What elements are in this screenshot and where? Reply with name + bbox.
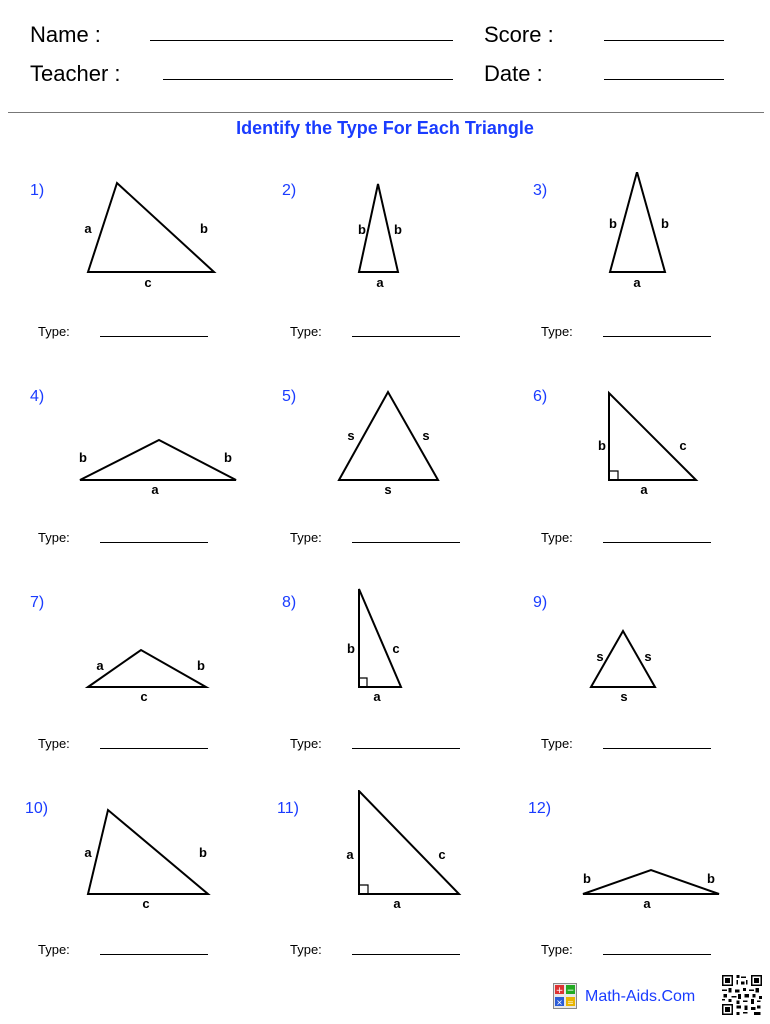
problem-6 <box>503 378 753 584</box>
date-label: Date : <box>484 61 543 86</box>
type-label: Type: <box>38 530 70 545</box>
problem-number: 9) <box>533 594 548 611</box>
side-label: a <box>373 689 381 704</box>
type-label: Type: <box>541 530 573 545</box>
side-label: a <box>96 658 104 673</box>
triangle-figure <box>503 172 753 322</box>
answer-line[interactable] <box>100 954 208 955</box>
side-label: s <box>347 428 355 443</box>
teacher-label: Teacher : <box>30 61 121 86</box>
type-label: Type: <box>541 942 573 957</box>
type-label: Type: <box>541 736 573 751</box>
problem-number: 10) <box>25 800 49 817</box>
answer-line[interactable] <box>100 748 208 749</box>
problem-number: 8) <box>282 594 297 611</box>
side-label: b <box>598 438 606 453</box>
triangle <box>88 650 206 687</box>
side-label: a <box>84 845 92 860</box>
problem-number: 3) <box>533 182 548 199</box>
side-label: a <box>376 275 384 290</box>
site-link[interactable]: Math-Aids.Com <box>585 988 696 1005</box>
problem-number: 12) <box>528 800 552 817</box>
side-label: b <box>707 871 715 886</box>
teacher-line[interactable] <box>163 79 453 80</box>
side-label: c <box>438 847 446 862</box>
problem-11 <box>252 790 502 996</box>
problem-number: 5) <box>282 388 297 405</box>
triangle-figure <box>252 584 502 734</box>
right-angle-marker <box>359 678 367 687</box>
side-label: b <box>224 450 232 465</box>
side-label: b <box>79 450 87 465</box>
right-angle-marker <box>609 471 618 480</box>
triangle-figure <box>503 790 753 940</box>
side-label: c <box>144 275 152 290</box>
side-label: a <box>633 275 641 290</box>
answer-line[interactable] <box>603 336 711 337</box>
svg-text:−: − <box>566 986 575 996</box>
problem-10 <box>0 790 250 996</box>
problem-3 <box>503 172 753 378</box>
worksheet-title: Identify the Type For Each Triangle <box>236 118 534 138</box>
date-line[interactable] <box>604 79 724 80</box>
side-label: b <box>358 222 366 237</box>
type-label: Type: <box>290 324 322 339</box>
side-label: s <box>422 428 430 443</box>
score-label: Score : <box>484 22 554 47</box>
side-label: a <box>84 221 92 236</box>
problem-4 <box>0 378 250 584</box>
triangle <box>80 440 236 480</box>
side-label: b <box>661 216 669 231</box>
side-label: a <box>640 482 648 497</box>
name-line[interactable] <box>150 40 453 41</box>
triangle <box>609 393 696 480</box>
side-label: b <box>394 222 402 237</box>
answer-line[interactable] <box>352 336 460 337</box>
triangle <box>359 791 459 894</box>
triangle-figure <box>503 584 753 734</box>
side-label: a <box>151 482 159 497</box>
side-label: a <box>346 847 354 862</box>
qr-code-icon <box>722 975 762 1015</box>
problem-number: 11) <box>277 800 299 817</box>
triangle-figure <box>503 378 753 528</box>
type-label: Type: <box>541 324 573 339</box>
side-label: s <box>384 482 392 497</box>
answer-line[interactable] <box>603 542 711 543</box>
triangle-figure <box>0 172 250 322</box>
answer-line[interactable] <box>352 954 460 955</box>
side-label: c <box>392 641 400 656</box>
problem-number: 2) <box>282 182 297 199</box>
svg-text:×: × <box>556 998 563 1007</box>
side-label: c <box>142 896 150 911</box>
problem-number: 1) <box>30 182 45 199</box>
side-label: a <box>643 896 651 911</box>
right-angle-marker <box>359 885 368 894</box>
side-label: s <box>620 689 628 704</box>
type-label: Type: <box>290 942 322 957</box>
triangle-figure <box>252 790 502 940</box>
triangle-figure <box>252 378 502 528</box>
problem-9 <box>503 584 753 790</box>
problem-number: 4) <box>30 388 45 405</box>
answer-line[interactable] <box>100 336 208 337</box>
problem-2 <box>252 172 502 378</box>
side-label: b <box>347 641 355 656</box>
answer-line[interactable] <box>603 954 711 955</box>
triangle-figure <box>0 584 250 734</box>
problem-5 <box>252 378 502 584</box>
side-label: b <box>199 845 207 860</box>
side-label: b <box>609 216 617 231</box>
side-label: c <box>679 438 687 453</box>
problem-number: 6) <box>533 388 548 405</box>
answer-line[interactable] <box>352 542 460 543</box>
problem-number: 7) <box>30 594 45 611</box>
type-label: Type: <box>290 736 322 751</box>
triangle-figure <box>0 790 250 940</box>
side-label: b <box>583 871 591 886</box>
triangle-figure <box>252 172 502 322</box>
triangle <box>88 183 214 272</box>
calculator-icon <box>553 983 577 1009</box>
score-line[interactable] <box>604 40 724 41</box>
type-label: Type: <box>290 530 322 545</box>
side-label: s <box>596 649 604 664</box>
answer-line[interactable] <box>100 542 208 543</box>
header-divider <box>8 112 764 113</box>
answer-line[interactable] <box>603 748 711 749</box>
side-label: s <box>644 649 652 664</box>
problem-8 <box>252 584 502 790</box>
side-label: b <box>200 221 208 236</box>
side-label: c <box>140 689 148 704</box>
svg-text:+: + <box>555 986 564 996</box>
problem-7 <box>0 584 250 790</box>
triangle-figure <box>0 378 250 528</box>
type-label: Type: <box>38 324 70 339</box>
triangle <box>610 172 665 272</box>
type-label: Type: <box>38 942 70 957</box>
name-label: Name : <box>30 22 101 47</box>
triangle <box>359 589 401 687</box>
triangle <box>583 870 719 894</box>
triangle <box>88 810 208 894</box>
answer-line[interactable] <box>352 748 460 749</box>
problem-1 <box>0 172 250 378</box>
problem-12 <box>503 790 753 996</box>
type-label: Type: <box>38 736 70 751</box>
side-label: b <box>197 658 205 673</box>
svg-text:=: = <box>567 998 574 1007</box>
side-label: a <box>393 896 401 911</box>
